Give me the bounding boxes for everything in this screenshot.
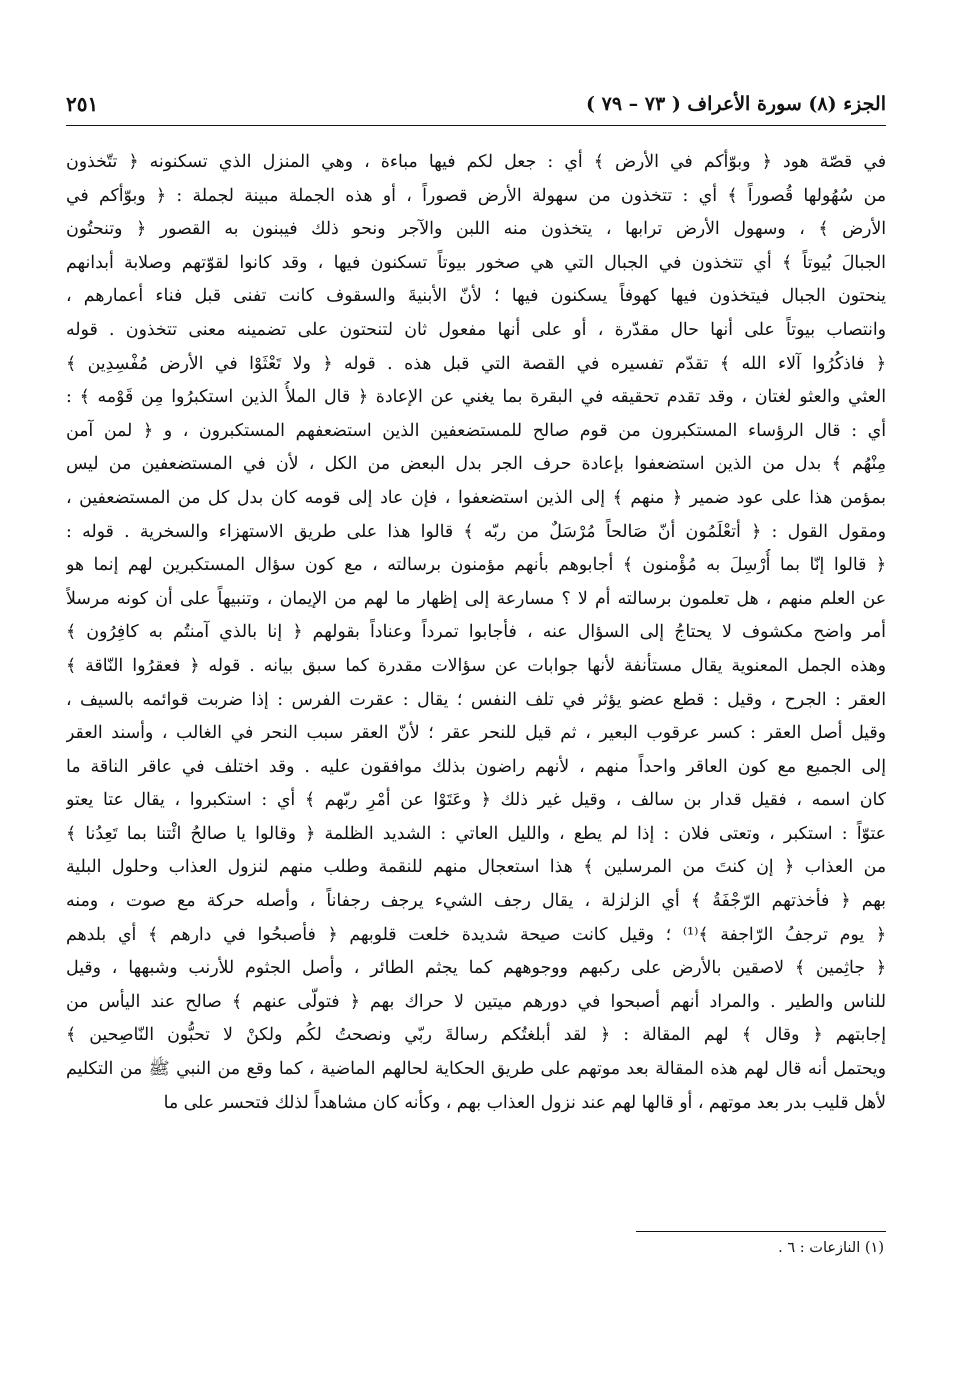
running-title: الجزء (٨) سورة الأعراف ( ٧٣ – ٧٩ )	[586, 93, 886, 115]
text-line: ﴿ فاذكُرُوا آلاء الله ﴾ تقدّم تفسيره في القصة التي قبل هذه . قوله ﴿ ولا تَعْثَوْا في الأرض مُفْسِدِين ﴾	[66, 353, 886, 374]
text-line: الأرض ﴾ ، وسهول الأرض ترابها ، يتخذون منه اللبن والآجر ونحو ذلك فيبنون به القصور ﴿ وتنحتُون	[66, 219, 886, 240]
text-line: العقر : الجرح ، وقيل : قطع عضو يؤثر في تلف النفس ؛ يقال : عقرت الفرس : إذا ضربت قوائمه بالسيف ،	[66, 689, 886, 710]
footnote-rule	[636, 1231, 886, 1232]
text-line: كان اسمه ، فقيل قدار بن سالف ، وقيل غير ذلك ﴿ وعَتَوْا عن أمْرِ ربّهم ﴾ أي : استكبروا ، يقال عتا يعتو	[66, 790, 886, 811]
text-line: وقيل أصل العقر : كسر عرقوب البعير ، ثم قيل للنحر عقر ؛ لأنّ العقر سبب النحر في الغالب ، وأسند العقر	[66, 723, 886, 744]
text-line: العثي والعثو لغتان ، وقد تقدم تحقيقه في البقرة بما يغني عن الإعادة ﴿ قال الملأُ الذين استكبرُوا مِن قَوْمه ﴾ :	[66, 387, 886, 408]
text-line: للناس والطير . والمراد أنهم أصبحوا في دورهم ميتين لا حراك بهم ﴿ فتولّى عنهم ﴾ صالح عند اليأس من	[66, 991, 886, 1012]
text-line: مِنْهُم ﴾ بدل من الذين استضعفوا بإعادة حرف الجر بدل البعض من الكل ، لأن في المستضعفين من ليس	[66, 454, 886, 475]
header-rule	[66, 125, 886, 126]
text-line: ويحتمل أنه قال لهم هذه المقالة بعد موتهم على طريق الحكاية لحالهم الماضية ، كما وقع من النبي ﷺ من التكليم	[66, 1059, 886, 1080]
text-line: ﴿ قالوا إنّا بما أُرْسِلَ به مُؤْمنون ﴾ أجابوهم بأنهم مؤمنون برسالته ، مع كون سؤال المستكبرين لهم إنما هو	[66, 555, 886, 576]
text-line: إجابتهم ﴿ وقال ﴾ لهم المقالة : ﴿ لقد أبلغتُكم رسالةَ ربّي ونصحتُ لكُم ولكنْ لا تحبُّون النّاصِحين ﴾	[66, 1025, 886, 1046]
text-line: أي : قال الرؤساء المستكبرون من قوم صالح للمستضعفين الذين استضعفهم المستكبرون ، و ﴿ لمن آمن	[66, 420, 886, 441]
text-line: وانتصاب بيوتاً على أنها حال مقدّرة ، أو على أنها مفعول ثان لتنحتون على تضمينه معنى تتخذون . قوله	[66, 319, 886, 340]
text-line: في قصّة هود ﴿ وبوّأكم في الأرض ﴾ أي : جعل لكم فيها مباءة ، وهي المنزل الذي تسكنونه ﴿ تتّخذون	[66, 152, 886, 172]
text-line: وهذه الجمل المعنوية يقال مستأنفة لأنها جوابات عن سؤالات مقدرة كما سبق بيانه . قوله ﴿ فعقرُوا النّاقة ﴾	[66, 655, 886, 676]
page-header	[66, 86, 886, 122]
text-line: لأهل قليب بدر بعد موتهم ، أو قالها لهم عند نزول العذاب بهم ، وكأنه كان مشاهداً لذلك فتحسر على ما	[163, 1092, 886, 1113]
text-line: عن العلم منهم ، هل تعلمون برسالته أم لا ؟ مسارعة إلى إظهار ما لهم من الإيمان ، وتنبيهاً على أن كونه مرسلاً	[66, 588, 886, 609]
text-line: ﴿ يوم ترجفُ الرّاجفة ﴾⁽¹⁾ ؛ وقيل كانت صيحة شديدة خلعت قلوبهم ﴿ فأصبحُوا في دارهم ﴾ أي بلدهم	[66, 924, 886, 945]
text-line: ﴿ جاثِمين ﴾ لاصقين بالأرض على ركبهم ووجوههم كما يجثم الطائر ، وأصل الجثوم للأرنب وشبهها ، وقيل	[66, 958, 886, 979]
footnote: (١) النازعات : ٦ .	[778, 1240, 884, 1256]
text-line: ومقول القول : ﴿ أتعْلَمُون أنّ صَالحاً مُرْسَلٌ من ربّه ﴾ قالوا هذا على طريق الاستهزاء والسخرية . قوله :	[66, 521, 886, 542]
text-line: بهم ﴿ فأخذتهم الرّجْفَةُ ﴾ أي الزلزلة ، يقال رجف الشيء يرجف رجفاناً ، وأصله حركة مع صوت ، ومنه	[66, 891, 886, 912]
text-line: أمر واضح مكشوف لا يحتاجُ إلى السؤال عنه ، فأجابوا تمرداً وعناداً بقولهم ﴿ إنا بالذي آمنتُم به كافِرُون ﴾	[66, 622, 886, 643]
text-line: إلى الجميع مع كون العاقر واحداً منهم ، لأنهم راضون بذلك موافقون عليه . وقد اختلف في عاقر الناقة ما	[66, 756, 886, 777]
text-line: ينحتون الجبال فيتخذون فيها كهوفاً يسكنون فيها ؛ لأنّ الأبنيةَ والسقوف كانت تفنى قبل فناء أعمارهم ،	[66, 286, 886, 307]
text-line: بمؤمن هذا على عود ضمير ﴿ منهم ﴾ إلى الذين استضعفوا ، فإن عاد إلى قومه كان بدل كل من المستضعفين ،	[66, 487, 886, 508]
text-line: من العذاب ﴿ إن كنتَ من المرسلين ﴾ هذا استعجال منهم للنقمة وطلب منهم لنزول العذاب وحلول البلية	[66, 857, 886, 878]
text-line: عتوّاً : استكبر ، وتعتى فلان : إذا لم يطع ، والليل العاتي : الشديد الظلمة ﴿ وقالوا يا صالحُ ائْتنا بما تَعِدُنا ﴾	[66, 823, 886, 844]
page-number: ٢٥١	[66, 92, 99, 116]
text-line: من سُهُولها قُصوراً ﴾ أي : تتخذون من سهولة الأرض قصوراً ، أو هذه الجملة مبينة لجملة : ﴿ وبوّأكم في	[66, 185, 886, 206]
body-text	[66, 146, 886, 1120]
text-line: الجبالَ بُيوتاً ﴾ أي تتخذون في الجبال التي هي صخور بيوتاً تسكنون فيها ، وقد كانوا لقوّتهم وصلابة أبدانهم	[66, 252, 886, 273]
